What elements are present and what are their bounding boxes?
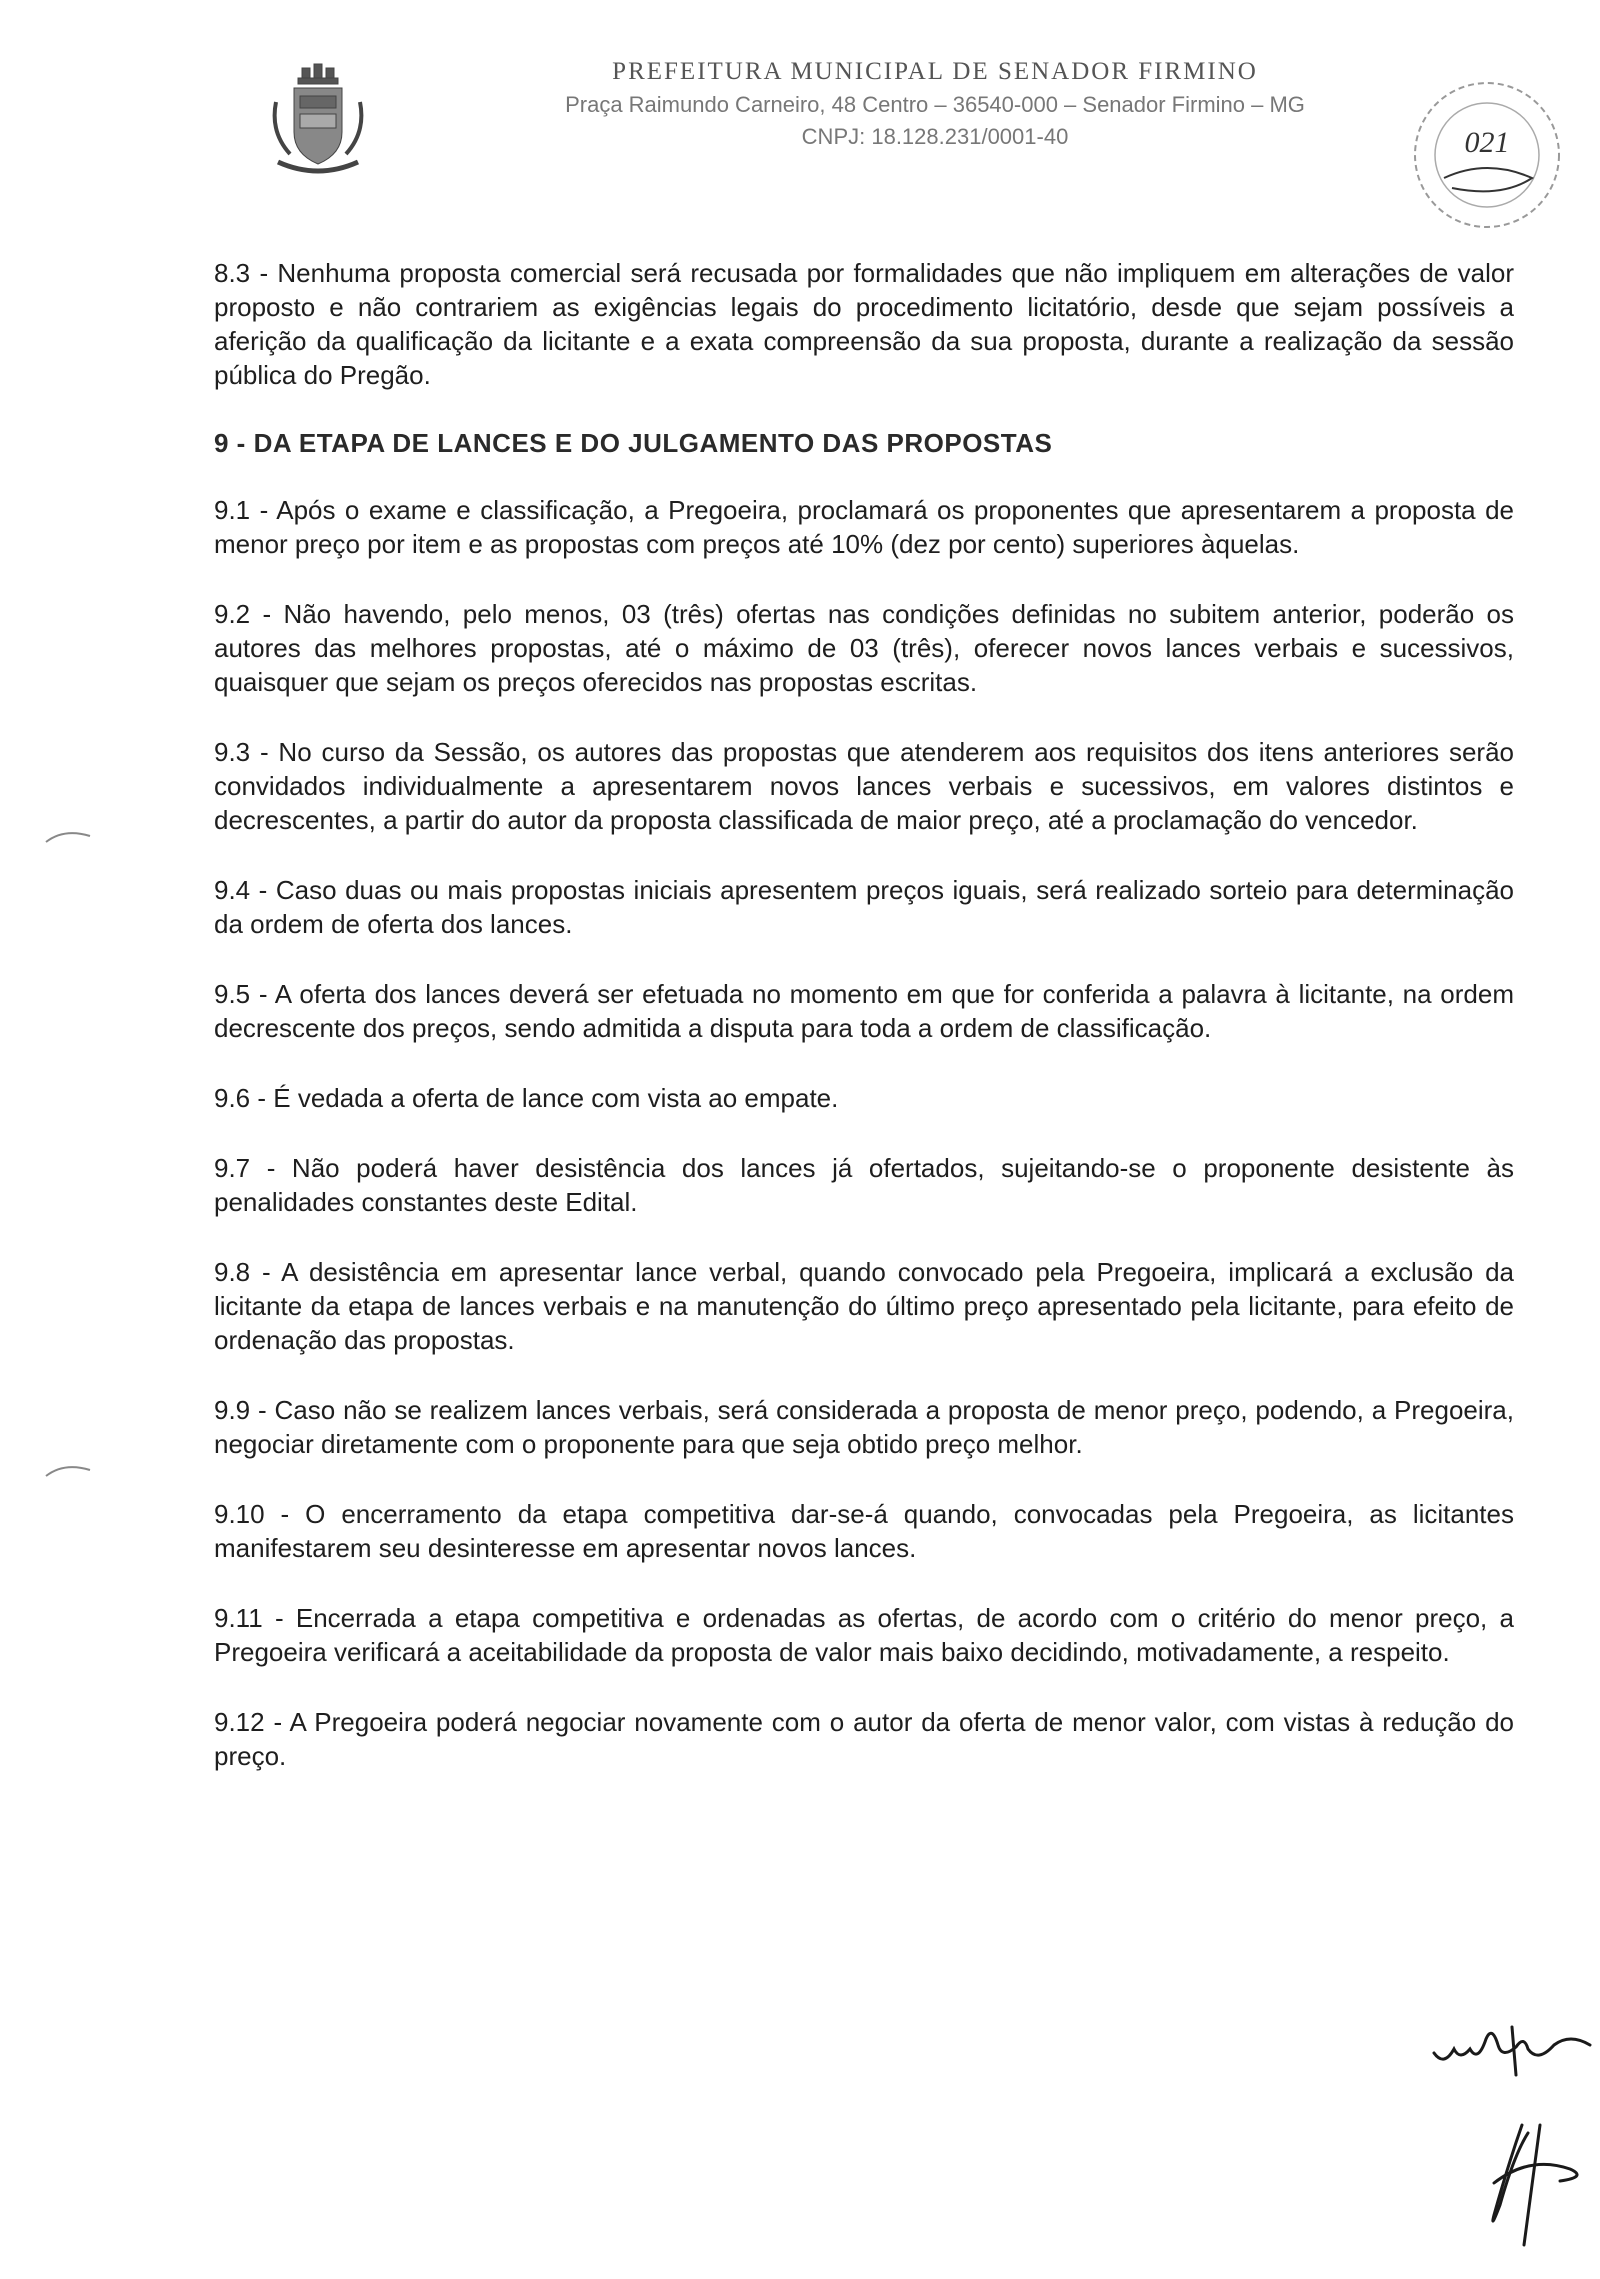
paragraph-9-2: 9.2 - Não havendo, pelo menos, 03 (três) ofertas nas condições definidas no subitem anterior, poderão os autores das melhores propostas, até o máximo de 03 (três), oferecer novos lances verbais e sucessivos, quaisquer que sejam os preços oferecidos nas propostas escritas. <box>214 599 1514 697</box>
page-header <box>0 0 1600 250</box>
paragraph-9-8: 9.8 - A desistência em apresentar lance verbal, quando convocado pela Pregoeira, implicará a exclusão da licitante da etapa de lances verbais e na manutenção do último preço apresentado pela licitante, para efeito de ordenação das propostas. <box>214 1257 1514 1355</box>
stamp-number: 021 <box>1464 126 1510 159</box>
paragraph-9-3: 9.3 - No curso da Sessão, os autores das propostas que atenderem aos requisitos dos itens anteriores serão convidados individualmente a apresentarem novos lances verbais e sucessivos, em valores distintos e decrescentes, a partir do autor da proposta classificada de maior preço, até a proclamação do vencedor. <box>214 737 1514 835</box>
paragraph-9-10: 9.10 - O encerramento da etapa competitiva dar-se-á quando, convocadas pela Pregoeira, as licitantes manifestarem seu desinteresse em apresentar novos lances. <box>214 1499 1514 1563</box>
section-9-title: 9 - DA ETAPA DE LANCES E DO JULGAMENTO DAS PROPOSTAS <box>214 428 1053 458</box>
municipality-title: PREFEITURA MUNICIPAL DE SENADOR FIRMINO <box>612 58 1258 85</box>
paragraph-8-3: 8.3 - Nenhuma proposta comercial será recusada por formalidades que não impliquem em alterações de valor proposto e não contrariem as exigências legais do procedimento licitatório, desde que sejam possíveis a aferição da qualificação da licitante e a exata compreensão da sua proposta, durante a realização da sessão pública do Pregão. <box>214 258 1514 390</box>
paragraph-9-9: 9.9 - Caso não se realizem lances verbais, será considerada a proposta de menor preço, podendo, a Pregoeira, negociar diretamente com o proponente para que seja obtido preço melhor. <box>214 1395 1514 1459</box>
header-text-block <box>440 58 1430 150</box>
paragraph-9-5: 9.5 - A oferta dos lances deverá ser efetuada no momento em que for conferida a palavra à licitante, na ordem decrescente dos preços, sendo admitida a disputa para toda a ordem de classificação. <box>214 979 1514 1043</box>
paragraph-9-6: 9.6 - É vedada a oferta de lance com vista ao empate. <box>214 1083 839 1113</box>
margin-mark-icon <box>44 826 94 846</box>
paragraph-9-12: 9.12 - A Pregoeira poderá negociar novamente com o autor da oferta de menor valor, com vistas à redução do preço. <box>214 1707 1514 1771</box>
paragraph-9-7: 9.7 - Não poderá haver desistência dos lances já ofertados, sujeitando-se o proponente desistente às penalidades constantes deste Edital. <box>214 1153 1514 1217</box>
handwritten-signature-icon <box>1420 2005 1600 2275</box>
paragraph-9-4: 9.4 - Caso duas ou mais propostas iniciais apresentem preços iguais, será realizado sorteio para determinação da ordem de oferta dos lances. <box>214 875 1514 939</box>
municipality-address: Praça Raimundo Carneiro, 48 Centro – 36540-000 – Senador Firmino – MG <box>565 92 1305 117</box>
coat-of-arms-icon <box>268 62 368 180</box>
paragraph-9-11: 9.11 - Encerrada a etapa competitiva e ordenadas as ofertas, de acordo com o critério do menor preço, a Pregoeira verificará a aceitabilidade da proposta de valor mais baixo decidindo, motivadamente, a respeito. <box>214 1603 1514 1667</box>
commission-stamp-icon <box>1382 70 1582 240</box>
paragraph-9-1: 9.1 - Após o exame e classificação, a Pregoeira, proclamará os proponentes que apresentarem a proposta de menor preço por item e as propostas com preços até 10% (dez por cento) superiores àquelas. <box>214 495 1514 559</box>
municipality-cnpj: CNPJ: 18.128.231/0001-40 <box>801 124 1069 149</box>
margin-mark-icon <box>44 1460 94 1480</box>
document-body <box>214 256 1514 1809</box>
